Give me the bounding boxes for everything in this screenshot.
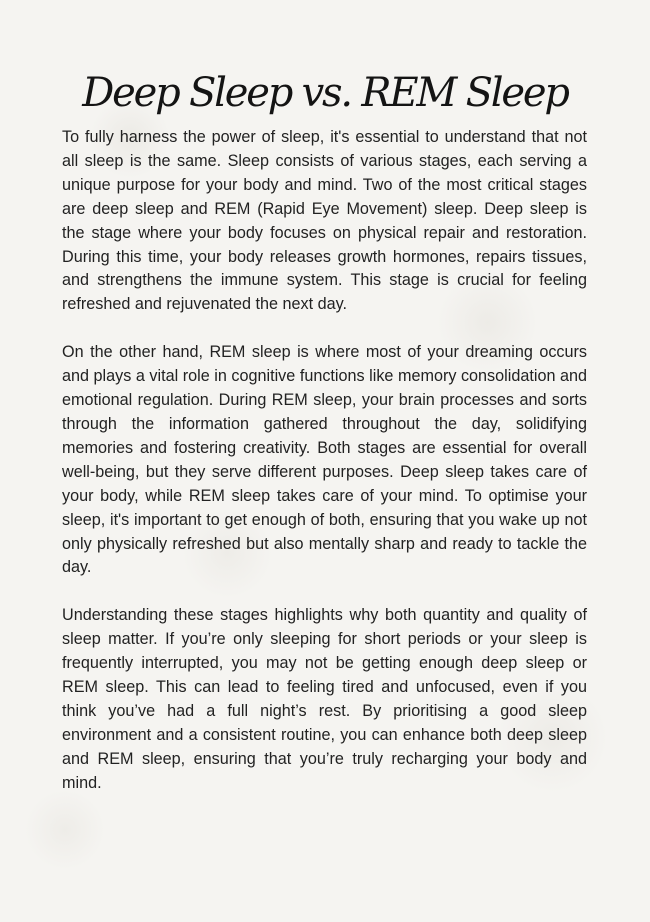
paragraph-rem-sleep: On the other hand, REM sleep is where most of your dreaming occurs and plays a vital role in cognitive functions like memory consolidation and emotional regulation. During REM sleep, your brain processes and sorts through the information gathered throughout the day, solidifying memories and fostering creativity. Both stages are essential for overall well-being, but they serve different purposes. Deep sleep takes care of your body, while REM sleep takes care of your mind. To optimise your sleep, it's important to get enough of both, ensuring that you wake up not only physically refreshed but also mentally sharp and ready to tackle the day.	[62, 343, 587, 577]
page-title: Deep Sleep vs. REM Sleep	[82, 70, 568, 116]
paragraph-deep-sleep: To fully harness the power of sleep, it's essential to understand that not all sleep is the same. Sleep consists of various stages, each serving a unique purpose for your body and mind. Two of the most critical stages are deep sleep and REM (Rapid Eye Movement) sleep. Deep sleep is the stage where your body focuses on physical repair and restoration. During this time, your body releases growth hormones, repairs tissues, and strengthens the immune system. This stage is crucial for feeling refreshed and rejuvenated the next day.	[62, 128, 587, 314]
article-body	[62, 126, 587, 820]
paragraph-quantity-quality: Understanding these stages highlights why both quantity and quality of sleep matter. If you’re only sleeping for short periods or your sleep is frequently interrupted, you may not be getting enough deep sleep or REM sleep. This can lead to feeling tired and unfocused, even if you think you’ve had a full night’s rest. By prioritising a good sleep environment and a consistent routine, you can enhance both deep sleep and REM sleep, ensuring that you’re truly recharging your body and mind.	[62, 606, 587, 792]
